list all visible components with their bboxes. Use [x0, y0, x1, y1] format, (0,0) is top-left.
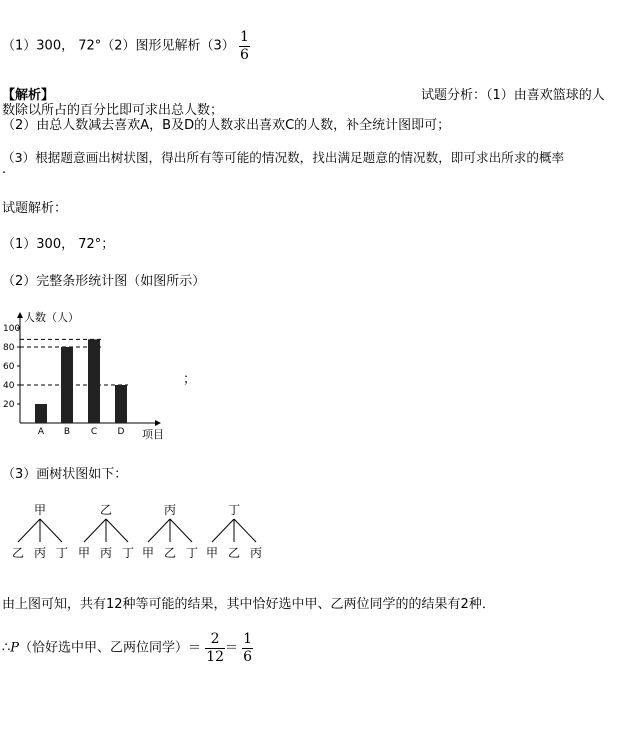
prob-fraction-2	[242, 632, 253, 664]
x-tick-label: A	[37, 427, 45, 437]
tree-branch	[170, 519, 192, 542]
tree-leaf-node: 乙	[163, 546, 177, 560]
tree-branch	[106, 519, 128, 542]
tree-root-node: 丙	[163, 503, 177, 517]
analysis-line3-end: .	[2, 162, 7, 177]
tree-leaf-node: 甲	[77, 546, 91, 560]
tree-leaf-node: 丁	[185, 546, 199, 560]
bar-chart	[0, 305, 180, 445]
prob-frac2-num: 1	[243, 631, 253, 647]
y-axis-label: 人数（人）	[24, 311, 79, 324]
x-tick-label: B	[63, 427, 71, 437]
y-tick-label: 20	[3, 400, 15, 410]
y-tick-label: 100	[3, 324, 21, 334]
tree-root-node: 乙	[99, 503, 113, 517]
therefore-symbol: ∴	[2, 640, 11, 656]
tree-branch	[40, 519, 62, 542]
prob-frac1-den: 12	[206, 648, 225, 665]
answer-frac-den: 6	[239, 46, 249, 63]
tree-branch	[234, 519, 256, 542]
solution-part2: （2）完整条形统计图（如图所示）	[2, 274, 206, 289]
answer-frac-num: 1	[239, 29, 249, 45]
analysis-heading: 【解析】	[2, 88, 55, 103]
x-axis-label: 项目	[142, 428, 164, 441]
bar-B	[61, 347, 73, 423]
analysis-intro-right: 试题分析：（1）由喜欢篮球的人	[421, 88, 605, 103]
tree-branch	[84, 519, 106, 542]
bar-D	[115, 385, 127, 423]
tree-leaf-node: 丙	[33, 546, 47, 560]
y-tick-label: 60	[3, 362, 15, 372]
answer-fraction	[239, 30, 250, 62]
x-tick-label: D	[117, 427, 125, 437]
analysis-intro-cont: 数除以所占的百分比即可求出总人数；	[2, 103, 224, 118]
solution-part3: （3）画树状图如下：	[2, 467, 128, 482]
y-tick-label: 40	[3, 381, 15, 391]
tree-leaf-node: 丁	[55, 546, 69, 560]
tree-leaf-node: 乙	[11, 546, 25, 560]
after-chart-semicolon: ；	[183, 372, 197, 387]
prob-p: P	[10, 640, 20, 656]
y-tick-label: 80	[3, 343, 15, 353]
analysis-line2: （2）由总人数减去喜欢A，B及D的人数求出喜欢C的人数，补全统计图即可；	[2, 118, 451, 133]
prob-frac1-num: 2	[210, 631, 220, 647]
prob-frac2-den: 6	[243, 648, 253, 665]
tree-leaf-node: 丙	[99, 546, 113, 560]
tree-branch	[212, 519, 234, 542]
x-tick-label: C	[90, 427, 98, 437]
tree-branch	[18, 519, 40, 542]
tree-diagram	[0, 498, 300, 568]
tree-leaf-node: 乙	[227, 546, 241, 560]
answer-line	[2, 30, 250, 62]
bar-A	[35, 404, 47, 423]
prob-fraction-1	[205, 632, 225, 664]
solution-heading: 试题解析：	[2, 201, 68, 216]
tree-leaf-node: 甲	[205, 546, 219, 560]
analysis-line3: （3）根据题意画出树状图，得出所有等可能的情况数，找出满足题意的情况数，即可求出所求的概率	[2, 150, 565, 165]
tree-branch	[148, 519, 170, 542]
tree-leaf-node: 丙	[249, 546, 263, 560]
tree-leaf-node: 丁	[121, 546, 135, 560]
probability-line	[2, 632, 253, 664]
prob-eq: ＝	[225, 640, 239, 656]
solution-conclusion: 由上图可知，共有12种等可能的结果，其中恰好选中甲、乙两位同学的的结果有2种．	[2, 597, 495, 612]
tree-root-node: 甲	[33, 503, 47, 517]
bar-C	[88, 339, 100, 423]
answer-text: （1）300， 72°（2）图形见解析（3）	[2, 38, 235, 54]
prob-body: （恰好选中甲、乙两位同学）＝	[19, 640, 202, 656]
solution-part1: （1）300， 72°；	[2, 237, 115, 252]
tree-leaf-node: 甲	[141, 546, 155, 560]
tree-root-node: 丁	[227, 503, 241, 517]
